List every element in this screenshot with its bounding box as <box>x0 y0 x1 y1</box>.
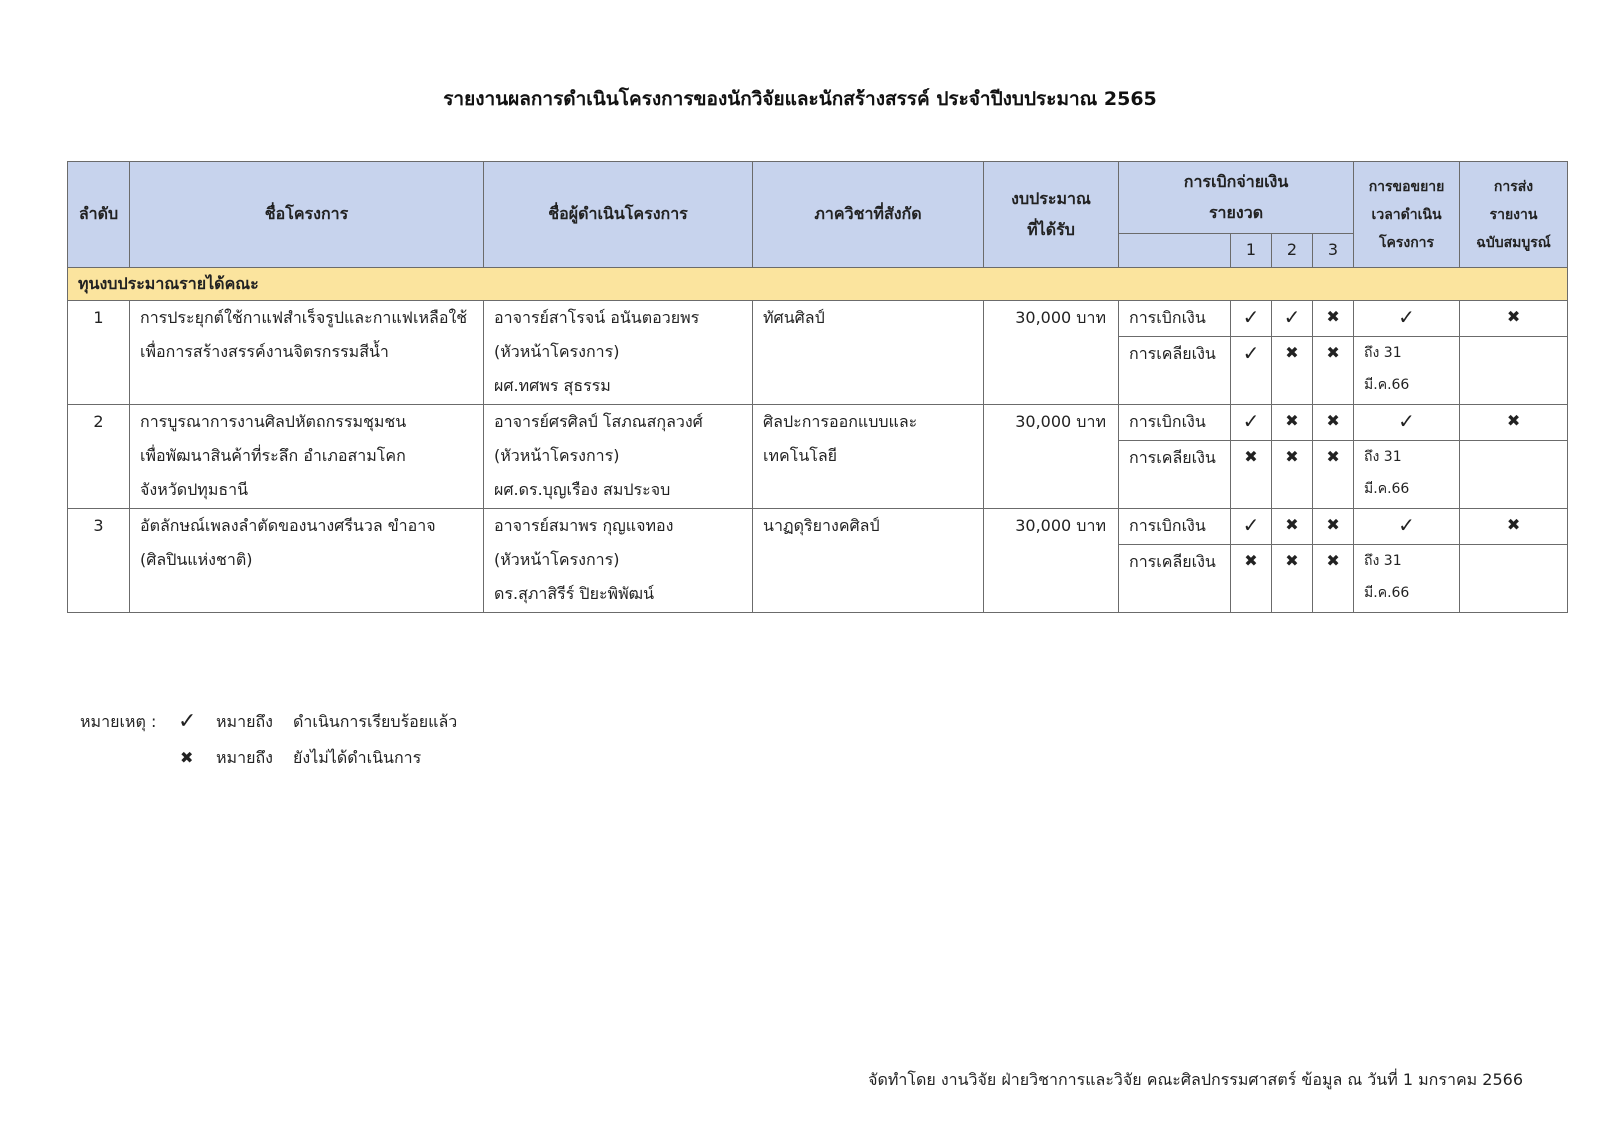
report-cross-icon: ✖ <box>1460 509 1568 545</box>
row-index: 3 <box>68 509 130 613</box>
check-icon: ✓ <box>1272 301 1313 337</box>
header-installment-3: 3 <box>1313 234 1354 268</box>
row-budget: 30,000 บาท <box>984 509 1119 613</box>
cross-icon: ✖ <box>1313 301 1354 337</box>
cross-icon: ✖ <box>1272 405 1313 441</box>
project-report-table <box>67 161 1568 613</box>
row-project-name <box>130 509 484 613</box>
report-blank <box>1460 337 1568 405</box>
cross-icon: ✖ <box>1272 441 1313 509</box>
legend-cross-text: ยังไม่ได้ดำเนินการ <box>293 748 422 767</box>
project-line: จังหวัดปทุมธานี <box>140 480 249 499</box>
page-title: รายงานผลการดำเนินโครงการของนักวิจัยและนักสร้างสรรค์ ประจำปีงบประมาณ 2565 <box>443 88 1157 110</box>
status-clear: การเคลียเงิน <box>1119 441 1231 509</box>
cross-icon: ✖ <box>1231 441 1272 509</box>
cross-icon: ✖ <box>180 748 194 767</box>
extension-check-icon: ✓ <box>1354 405 1460 441</box>
header-budget-line2: ที่ได้รับ <box>1027 219 1075 239</box>
department-line: ทัศนศิลป์ <box>763 308 825 327</box>
header-disbursement-line2: รายงวด <box>1208 202 1264 222</box>
header-disbursement <box>1119 162 1354 234</box>
header-extension <box>1354 162 1460 268</box>
cross-icon: ✖ <box>1272 509 1313 545</box>
legend-label: หมายเหตุ : <box>80 712 157 731</box>
status-withdraw: การเบิกเงิน <box>1119 509 1231 545</box>
extension-check-icon: ✓ <box>1354 509 1460 545</box>
header-report-line3: ฉบับสมบูรณ์ <box>1476 234 1551 251</box>
header-installment-2: 2 <box>1272 234 1313 268</box>
legend-means: หมายถึง <box>216 748 273 767</box>
header-extension-line3: โครงการ <box>1378 234 1435 251</box>
legend-check-line <box>80 704 457 740</box>
check-icon: ✓ <box>178 709 197 734</box>
project-line: เพื่อพัฒนาสินค้าที่ระลึก อำเภอสามโคก <box>140 446 406 465</box>
cross-icon: ✖ <box>1313 405 1354 441</box>
cross-icon: ✖ <box>1231 545 1272 613</box>
report-cross-icon: ✖ <box>1460 405 1568 441</box>
row-budget: 30,000 บาท <box>984 301 1119 405</box>
header-leader: ชื่อผู้ดำเนินโครงการ <box>484 162 753 268</box>
leader-line: อาจารย์ศรศิลป์ โสภณสกุลวงศ์ <box>494 412 703 431</box>
header-report-line2: รายงาน <box>1489 206 1538 223</box>
header-installment-1: 1 <box>1231 234 1272 268</box>
table-row <box>68 405 1568 441</box>
report-blank <box>1460 545 1568 613</box>
status-withdraw: การเบิกเงิน <box>1119 301 1231 337</box>
header-extension-line1: การขอขยาย <box>1368 178 1445 195</box>
status-clear: การเคลียเงิน <box>1119 545 1231 613</box>
row-project-name <box>130 405 484 509</box>
header-department: ภาควิชาที่สังกัด <box>753 162 984 268</box>
legend-check-text: ดำเนินการเรียบร้อยแล้ว <box>293 712 458 731</box>
project-line: เพื่อการสร้างสรรค์งานจิตรกรรมสีน้ำ <box>140 342 389 361</box>
department-line: ศิลปะการออกแบบและ <box>763 412 918 431</box>
header-disbursement-line1: การเบิกจ่ายเงิน <box>1183 172 1289 192</box>
extension-check-icon: ✓ <box>1354 301 1460 337</box>
row-department <box>753 301 984 405</box>
row-leader <box>484 405 753 509</box>
leader-line: (หัวหน้าโครงการ) <box>494 342 620 361</box>
leader-line: ผศ.ทศพร สุธรรม <box>494 376 611 395</box>
legend-means: หมายถึง <box>216 712 273 731</box>
row-department <box>753 509 984 613</box>
leader-line: ผศ.ดร.บุญเรือง สมประจบ <box>494 480 671 499</box>
leader-line: อาจารย์สมาพร กุญแจทอง <box>494 516 674 535</box>
table-row <box>68 301 1568 337</box>
report-blank <box>1460 441 1568 509</box>
department-line: เทคโนโลยี <box>763 446 838 465</box>
report-cross-icon: ✖ <box>1460 301 1568 337</box>
check-icon: ✓ <box>1231 405 1272 441</box>
header-index: ลำดับ <box>68 162 130 268</box>
status-withdraw: การเบิกเงิน <box>1119 405 1231 441</box>
table-row <box>68 509 1568 545</box>
cross-icon: ✖ <box>1313 441 1354 509</box>
leader-line: (หัวหน้าโครงการ) <box>494 550 620 569</box>
department-line: นาฏดุริยางคศิลป์ <box>763 516 880 535</box>
extension-date: ถึง 31 มี.ค.66 <box>1354 545 1460 613</box>
header-budget <box>984 162 1119 268</box>
header-report-line1: การส่ง <box>1493 178 1534 195</box>
cross-icon: ✖ <box>1313 337 1354 405</box>
legend-cross-line <box>80 740 457 776</box>
header-project: ชื่อโครงการ <box>130 162 484 268</box>
row-leader <box>484 301 753 405</box>
legend-note <box>80 704 457 776</box>
project-line: การบูรณาการงานศิลปหัตถกรรมชุมชน <box>140 412 407 431</box>
extension-date: ถึง 31 มี.ค.66 <box>1354 441 1460 509</box>
section-faculty-budget: ทุนงบประมาณรายได้คณะ <box>68 268 1568 301</box>
row-project-name <box>130 301 484 405</box>
footer-credit: จัดทำโดย งานวิจัย ฝ่ายวิชาการและวิจัย คณะศิลปกรรมศาสตร์ ข้อมูล ณ วันที่ 1 มกราคม 2566 <box>868 1070 1523 1089</box>
row-index: 2 <box>68 405 130 509</box>
project-line: (ศิลปินแห่งชาติ) <box>140 550 253 569</box>
cross-icon: ✖ <box>1272 337 1313 405</box>
header-extension-line2: เวลาดำเนิน <box>1371 206 1442 223</box>
row-department <box>753 405 984 509</box>
header-budget-line1: งบประมาณ <box>1011 189 1091 209</box>
check-icon: ✓ <box>1231 509 1272 545</box>
cross-icon: ✖ <box>1313 545 1354 613</box>
row-budget: 30,000 บาท <box>984 405 1119 509</box>
check-icon: ✓ <box>1231 301 1272 337</box>
cross-icon: ✖ <box>1272 545 1313 613</box>
row-index: 1 <box>68 301 130 405</box>
header-final-report <box>1460 162 1568 268</box>
cross-icon: ✖ <box>1313 509 1354 545</box>
header-status-blank <box>1119 234 1231 268</box>
extension-date: ถึง 31 มี.ค.66 <box>1354 337 1460 405</box>
check-icon: ✓ <box>1231 337 1272 405</box>
leader-line: (หัวหน้าโครงการ) <box>494 446 620 465</box>
project-line: อัตลักษณ์เพลงลำตัดของนางศรีนวล ขำอาจ <box>140 516 436 535</box>
leader-line: ดร.สุภาสิรีร์ ปิยะพิพัฒน์ <box>494 584 655 603</box>
status-clear: การเคลียเงิน <box>1119 337 1231 405</box>
row-leader <box>484 509 753 613</box>
leader-line: อาจารย์สาโรจน์ อนันตอวยพร <box>494 308 700 327</box>
project-line: การประยุกต์ใช้กาแฟสำเร็จรูปและกาแฟเหลือใช้ <box>140 308 468 327</box>
